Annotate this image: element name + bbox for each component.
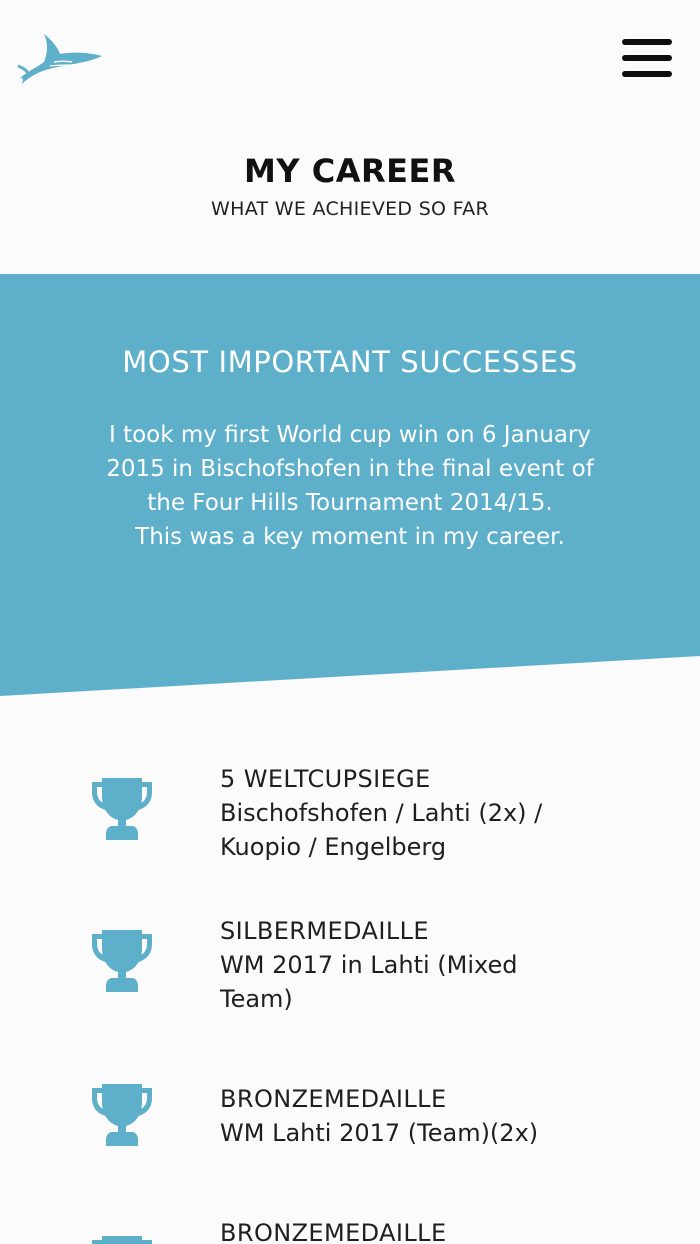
successes-line: 2015 in Bischofshofen in the final event of <box>106 456 594 482</box>
hamburger-menu-icon[interactable] <box>620 38 674 80</box>
achievement-detail: WM 2017 in Lahti (Mixed <box>220 951 518 979</box>
achievement-detail: Team) <box>220 985 293 1013</box>
achievement-title: BRONZEMEDAILLE <box>220 1219 447 1244</box>
achievement-title: 5 WELTCUPSIEGE <box>220 765 431 793</box>
page-title: MY CAREER <box>244 152 456 190</box>
successes-title: MOST IMPORTANT SUCCESSES <box>122 345 578 379</box>
trophy-icon <box>88 928 156 996</box>
menu-bar-top <box>622 39 672 45</box>
achievement-text <box>220 1216 680 1244</box>
trophy-icon <box>88 1082 156 1150</box>
successes-text <box>40 418 660 554</box>
achievement-detail: Bischofshofen / Lahti (2x) / <box>220 799 543 827</box>
trophy-icon <box>88 1234 156 1244</box>
achievement-detail: WM Lahti 2017 (Team)(2x) <box>220 1119 539 1147</box>
successes-line: I took my first World cup win on 6 January <box>108 422 591 448</box>
successes-line: the Four Hills Tournament 2014/15. <box>147 490 553 516</box>
menu-bar-middle <box>622 55 672 61</box>
achievement-detail: Kuopio / Engelberg <box>220 833 447 861</box>
achievement-text <box>220 1082 680 1150</box>
achievement-title: SILBERMEDAILLE <box>220 917 429 945</box>
achievement-title: BRONZEMEDAILLE <box>220 1085 447 1113</box>
successes-line: This was a key moment in my career. <box>135 524 565 550</box>
shark-logo[interactable] <box>14 28 106 86</box>
trophy-icon <box>88 776 156 844</box>
menu-bar-bottom <box>622 71 672 77</box>
achievement-text <box>220 762 680 864</box>
achievement-text <box>220 914 680 1016</box>
page-subtitle: WHAT WE ACHIEVED SO FAR <box>211 198 489 220</box>
